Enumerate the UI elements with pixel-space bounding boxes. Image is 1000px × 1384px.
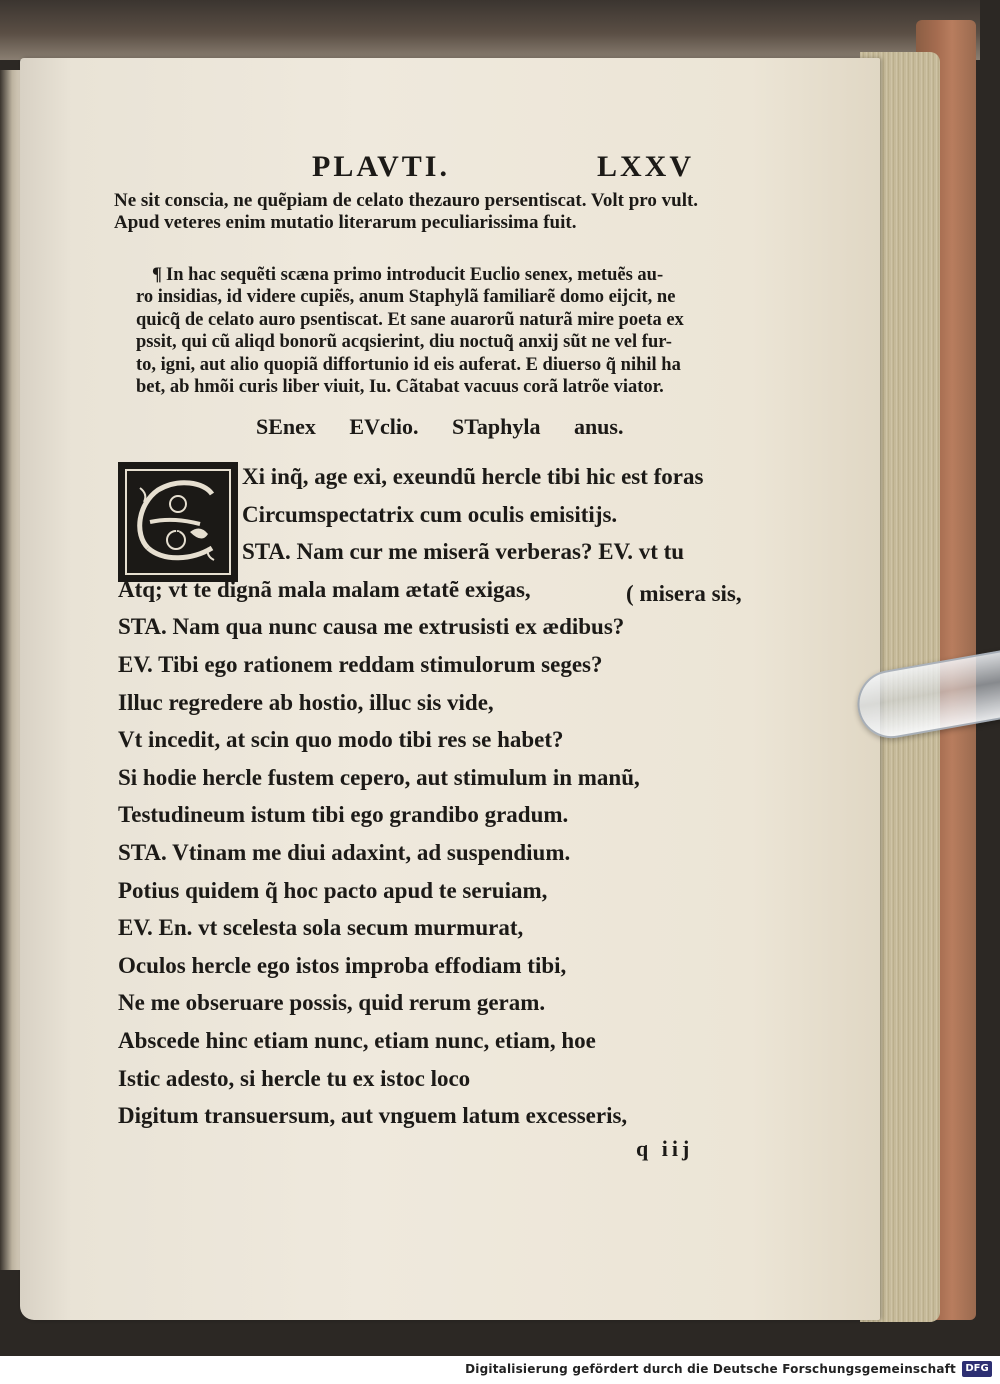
verse-text: [118, 458, 798, 1135]
verse-line: Testudineum istum tibi ego grandibo gradum.: [118, 802, 569, 828]
summary-line: pssit, qui cũ aliqd bonorũ acqsierint, diu noctuq̃ anxij sũt ne vel fur-: [136, 332, 672, 353]
summary-line: quicq̃ de celato auro psentiscat. Et sane auarorũ naturã mire poeta ex: [136, 309, 684, 330]
folio-number: LXXV: [597, 150, 695, 183]
verse-line: STA. Vtinam me diui adaxint, ad suspendium.: [118, 839, 571, 865]
verse-line: Si hodie hercle fustem cepero, aut stimulum in manũ,: [118, 764, 640, 790]
verse-line: Oculos hercle ego istos improba effodiam tibi,: [118, 952, 567, 978]
verse-line: Circumspectatrix cum oculis emisitijs.: [242, 501, 618, 527]
running-head-title: PLAVTI.: [312, 150, 450, 183]
note-line: Apud veteres enim mutatio literarum peculiarissima fuit.: [114, 212, 577, 233]
facing-page-edge: [0, 70, 22, 1270]
verse-line: Xi inq̃, age exi, exeundũ hercle tibi hic est foras: [242, 464, 704, 489]
pilcrow-icon: ¶: [152, 265, 162, 285]
svg-text:E: E: [174, 528, 182, 539]
dramatis-personae: [256, 414, 623, 440]
speaker-staphyla: STaphyla anus.: [451, 414, 624, 439]
verse-line: Vt incedit, at scin quo modo tibi res se habet?: [118, 727, 564, 753]
verse-line: Atq; vt te dignã mala malam ætatẽ exigas,: [118, 576, 531, 602]
funding-credit: Digitalisierung gefördert durch die Deutsche Forschungsgemeinschaft: [465, 1362, 956, 1376]
verse-line: Illuc regredere ab hostio, illuc sis vide,: [118, 689, 494, 715]
verse-line: Potius quidem q̃ hoc pacto apud te seruiam,: [118, 877, 548, 903]
scene-summary: [136, 264, 776, 398]
footer-bar: [0, 1356, 1000, 1384]
verse-line: Abscede hinc etiam nunc, etiam nunc, etiam, hoe: [118, 1027, 596, 1053]
signature-mark: q iij: [636, 1136, 694, 1161]
verse-line: STA. Nam cur me miserã verberas? EV. vt tu: [242, 539, 685, 565]
note-line: Ne sit conscia, ne quẽpiam de celato thezauro persentiscat. Volt pro vult.: [114, 190, 699, 211]
dfg-logo-icon: DFG: [962, 1361, 992, 1377]
summary-line: bet, ab hmõi curis liber viuit, Iu. Cãtabat vacuus corã latrõe viator.: [136, 377, 664, 398]
verse-line: Ne me obseruare possis, quid rerum geram.: [118, 990, 546, 1016]
running-head: [0, 150, 1000, 190]
verse-aside: ( misera sis,: [626, 581, 742, 606]
book-cover-top: [0, 0, 980, 60]
verse-line: Istic adesto, si hercle tu ex istoc loco: [118, 1065, 471, 1091]
verse-line: EV. Tibi ego rationem reddam stimulorum seges?: [118, 651, 603, 677]
verse-line: STA. Nam qua nunc causa me extrusisti ex ædibus?: [118, 614, 625, 640]
verse-line: Digitum transuersum, aut vnguem latum excesseris,: [118, 1103, 628, 1129]
summary-line: ¶ In hac sequẽti scæna primo introducit Euclio senex, metuẽs au-: [152, 265, 664, 285]
verse-line: EV. En. vt scelesta sola secum murmurat,: [118, 915, 524, 941]
speaker-euclio: SEnex EVclio.: [256, 414, 419, 439]
summary-line: to, igni, aut alio quopiã diffortunio id eis auferat. E diuerso q̃ nihil ha: [136, 354, 681, 375]
summary-line: ro insidias, id videre cupiẽs, anum Staphylã familiarẽ domo eijcit, ne: [136, 287, 676, 308]
marginal-note: [114, 190, 774, 234]
